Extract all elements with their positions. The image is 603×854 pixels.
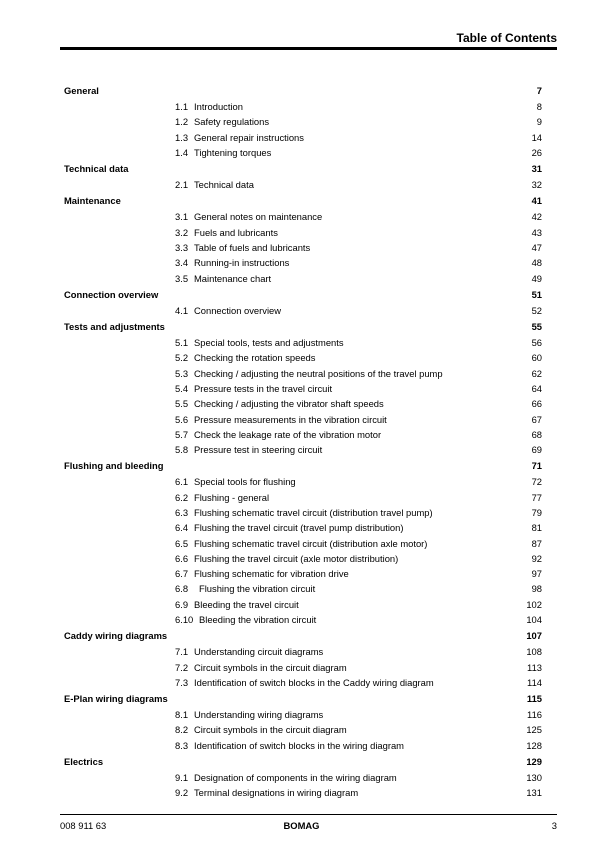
toc-entry[interactable] <box>64 646 542 658</box>
toc-entry[interactable] <box>64 257 542 269</box>
toc-page-number: 102 <box>526 598 542 610</box>
toc-entry[interactable] <box>64 568 542 580</box>
toc-page-number: 52 <box>531 304 542 316</box>
toc-section-title: Connection overview <box>64 288 159 300</box>
toc-entry-title: Circuit symbols in the circuit diagram <box>194 724 347 736</box>
toc-entry-title: Table of fuels and lubricants <box>194 242 311 253</box>
toc-page-number: 42 <box>531 211 542 223</box>
toc-page-number: 131 <box>526 787 542 799</box>
toc-entry[interactable] <box>64 507 542 519</box>
toc-page-number: 56 <box>531 337 542 348</box>
toc-entry[interactable] <box>64 132 542 144</box>
toc-entry-number: 5.7 <box>175 428 189 440</box>
toc-entry[interactable] <box>64 553 542 565</box>
toc-page-number: 47 <box>531 242 542 253</box>
toc-entry-title: General repair instructions <box>194 131 304 143</box>
toc-section-title: Caddy wiring diagrams <box>64 630 168 642</box>
toc-entry-title: Check the leakage rate of the vibration motor <box>194 428 382 440</box>
toc-entry[interactable] <box>64 414 542 426</box>
toc-entry-number: 5.4 <box>175 382 189 394</box>
toc-entry-number: 2.1 <box>175 179 189 191</box>
toc-section[interactable] <box>64 630 542 642</box>
toc-entry[interactable] <box>64 337 542 349</box>
toc-entry-title: Connection overview <box>194 304 282 316</box>
toc-entry-title: Pressure test in steering circuit <box>194 444 323 456</box>
toc-page-number: 87 <box>531 537 542 549</box>
toc-page-number: 114 <box>527 676 542 688</box>
toc-entry-number: 5.6 <box>175 413 189 425</box>
toc-entry-title: Bleeding the travel circuit <box>194 598 299 610</box>
toc-entry-title: Running-in instructions <box>194 257 290 269</box>
toc-entry-title: Flushing schematic travel circuit (distribution travel pump) <box>194 506 433 518</box>
toc-page-number: 60 <box>531 352 542 364</box>
toc-page-number: 49 <box>531 272 542 284</box>
toc-entry-title: Tightening torques <box>194 147 272 158</box>
toc-entry[interactable] <box>64 599 542 611</box>
toc-page-number: 77 <box>531 491 542 503</box>
toc-entry[interactable] <box>64 772 542 784</box>
toc-page-number: 64 <box>531 382 542 394</box>
toc-entry-title: Terminal designations in wiring diagram <box>194 787 359 799</box>
toc-page-number: 7 <box>536 85 542 96</box>
toc-entry[interactable] <box>64 305 542 317</box>
toc-section-title: Technical data <box>64 163 129 175</box>
toc-entry-number: 6.6 <box>175 552 189 564</box>
toc-entry-number: 9.1 <box>175 771 189 783</box>
toc-section[interactable] <box>64 163 542 175</box>
toc-page-number: 128 <box>526 739 542 751</box>
toc-entry-number: 5.2 <box>175 352 189 364</box>
toc-entry[interactable] <box>64 787 542 799</box>
toc-section-title: General <box>64 85 99 96</box>
toc-page-number: 113 <box>527 661 542 673</box>
toc-page-number: 81 <box>531 522 542 534</box>
toc-entry-number: 5.1 <box>175 337 189 348</box>
toc-entry-number: 3.4 <box>175 257 189 269</box>
toc-entry-number: 1.4 <box>175 147 189 158</box>
toc-entry[interactable] <box>64 398 542 410</box>
footer-brand: BOMAG <box>283 820 320 831</box>
toc-entry-title: Understanding circuit diagrams <box>194 646 324 658</box>
toc-page-number: 51 <box>531 288 542 300</box>
toc-entry-number: 7.3 <box>175 676 189 688</box>
toc-entry-number: 8.2 <box>175 724 189 736</box>
toc-entry[interactable] <box>64 101 542 113</box>
toc-entry-number: 6.10 <box>175 614 194 625</box>
toc-page-number: 71 <box>531 460 542 472</box>
toc-entry-number: 6.5 <box>175 537 189 549</box>
toc-section[interactable] <box>64 85 542 97</box>
toc-section-title: E-Plan wiring diagrams <box>64 692 168 704</box>
toc-entry[interactable] <box>64 709 542 721</box>
toc-entry-title: Flushing the vibration circuit <box>199 583 316 595</box>
toc-page-number: 8 <box>536 101 542 113</box>
toc-page-number: 129 <box>526 755 542 767</box>
toc-entry-number: 4.1 <box>175 304 189 316</box>
toc-entry[interactable] <box>64 492 542 504</box>
toc-page-number: 41 <box>531 195 542 207</box>
toc-entry-number: 8.3 <box>175 739 189 751</box>
toc-entry-number: 1.3 <box>175 131 189 143</box>
toc-entry[interactable] <box>64 211 542 223</box>
toc-entry-title: Pressure measurements in the vibration circuit <box>194 413 387 425</box>
toc-entry-title: Flushing the travel circuit (axle motor distribution) <box>194 552 399 564</box>
toc-entry-number: 7.2 <box>175 661 189 673</box>
toc-page-number: 79 <box>531 506 542 518</box>
toc-entry-title: Bleeding the vibration circuit <box>199 614 317 625</box>
toc-entry[interactable] <box>64 179 542 191</box>
toc-section[interactable] <box>64 460 542 472</box>
toc-entry-number: 6.8 <box>175 583 189 595</box>
toc-entry-number: 5.8 <box>175 444 189 456</box>
toc-entry-number: 5.3 <box>175 367 189 379</box>
toc-page-number: 9 <box>536 116 542 128</box>
toc-entry-title: Special tools, tests and adjustments <box>194 337 344 348</box>
toc-entry[interactable] <box>64 116 542 128</box>
toc-section[interactable] <box>64 321 542 333</box>
toc-entry[interactable] <box>64 227 542 239</box>
footer-page-number: 3 <box>551 820 557 831</box>
toc-page-number: 108 <box>526 646 542 658</box>
toc-entry-number: 5.5 <box>175 398 189 410</box>
toc-entry-title: Identification of switch blocks in the wiring diagram <box>194 739 404 751</box>
toc-page-number: 62 <box>531 367 542 379</box>
toc-entry-title: Flushing - general <box>194 491 270 503</box>
toc-entry[interactable] <box>64 273 542 285</box>
toc-entry-number: 1.1 <box>175 101 189 113</box>
toc-section[interactable] <box>64 756 542 768</box>
toc-page-number: 72 <box>531 476 542 488</box>
toc-entry-title: Checking / adjusting the vibrator shaft speeds <box>194 398 384 410</box>
toc-entry[interactable] <box>64 476 542 488</box>
toc-entry[interactable] <box>64 677 542 689</box>
toc-page-number: 98 <box>531 583 542 595</box>
toc-entry[interactable] <box>64 522 542 534</box>
toc-entry-title: Flushing schematic for vibration drive <box>194 568 349 580</box>
toc-entry-title: Designation of components in the wiring diagram <box>194 771 397 783</box>
toc-entry[interactable] <box>64 614 542 626</box>
toc-entry-number: 6.4 <box>175 522 189 534</box>
toc-entry-title: Introduction <box>194 101 243 113</box>
toc-section[interactable] <box>64 289 542 301</box>
header-rule <box>60 47 557 50</box>
toc-entry-title: Understanding wiring diagrams <box>194 709 324 720</box>
toc-page-number: 92 <box>531 552 542 564</box>
page-title: Table of Contents <box>456 31 557 45</box>
toc-section-title: Flushing and bleeding <box>64 460 164 472</box>
toc-entry[interactable] <box>64 444 542 456</box>
toc-page-number: 125 <box>526 724 542 736</box>
toc-page-number: 31 <box>531 163 542 175</box>
toc-page-number: 67 <box>531 413 542 425</box>
toc-entry-title: Special tools for flushing <box>194 476 296 488</box>
toc-entry-number: 6.1 <box>175 476 189 488</box>
toc-page-number: 32 <box>531 179 542 191</box>
toc-entry[interactable] <box>64 242 542 254</box>
toc-entry[interactable] <box>64 740 542 752</box>
toc-entry-title: Flushing the travel circuit (travel pump distribution) <box>194 522 404 534</box>
toc-entry-number: 8.1 <box>175 709 189 720</box>
toc-page-number: 68 <box>531 428 542 440</box>
toc-entry-number: 1.2 <box>175 116 189 128</box>
toc-entry-title: Circuit symbols in the circuit diagram <box>194 661 347 673</box>
toc-entry[interactable] <box>64 538 542 550</box>
toc-page-number: 107 <box>526 630 542 642</box>
toc-entry-title: General notes on maintenance <box>194 211 323 223</box>
toc-entry-number: 3.5 <box>175 272 189 284</box>
toc-page-number: 69 <box>531 444 542 456</box>
toc-entry-title: Checking / adjusting the neutral positions of the travel pump <box>194 367 443 379</box>
toc-page-number: 66 <box>531 398 542 410</box>
toc-entry[interactable] <box>64 352 542 364</box>
toc-section[interactable] <box>64 693 542 705</box>
footer-rule <box>60 814 557 815</box>
toc-entry[interactable] <box>64 147 542 159</box>
toc-entry-number: 6.9 <box>175 598 189 610</box>
toc-entry-title: Technical data <box>194 179 254 191</box>
toc-section-title: Electrics <box>64 755 104 767</box>
toc-page-number: 48 <box>531 257 542 269</box>
toc-entry-title: Maintenance chart <box>194 272 272 284</box>
toc-entry-title: Pressure tests in the travel circuit <box>194 382 333 394</box>
toc-page-number: 116 <box>527 709 542 720</box>
toc-page-number: 97 <box>531 568 542 580</box>
toc-entry-number: 3.3 <box>175 242 189 253</box>
toc-entry-title: Safety regulations <box>194 116 270 128</box>
toc-entry-number: 3.2 <box>175 226 189 238</box>
toc-entry[interactable] <box>64 368 542 380</box>
toc-entry[interactable] <box>64 429 542 441</box>
toc-page-number: 43 <box>531 226 542 238</box>
toc-page-number: 104 <box>526 614 542 625</box>
toc-page-number: 55 <box>531 320 542 332</box>
toc-section[interactable] <box>64 195 542 207</box>
toc-entry[interactable] <box>64 383 542 395</box>
toc-page-number: 115 <box>526 692 542 704</box>
toc-entry-number: 6.2 <box>175 491 189 503</box>
toc-entry-title: Fuels and lubricants <box>194 226 278 238</box>
toc-entry-number: 6.3 <box>175 506 189 518</box>
toc-entry[interactable] <box>64 662 542 674</box>
footer-doc-number: 008 911 63 <box>60 820 107 831</box>
toc-section-title: Tests and adjustments <box>64 320 165 332</box>
toc-entry-number: 9.2 <box>175 787 189 799</box>
toc-entry-number: 7.1 <box>175 646 189 658</box>
toc-entry-number: 6.7 <box>175 568 189 580</box>
toc-entry[interactable] <box>64 583 542 595</box>
toc-entry-number: 3.1 <box>175 211 189 223</box>
toc-page-number: 26 <box>531 147 542 158</box>
toc-entry-title: Flushing schematic travel circuit (distribution axle motor) <box>194 537 428 549</box>
toc-page-number: 130 <box>526 771 542 783</box>
toc-entry[interactable] <box>64 724 542 736</box>
toc-section-title: Maintenance <box>64 195 121 207</box>
toc-entry-title: Identification of switch blocks in the Caddy wiring diagram <box>194 676 434 688</box>
toc-page-number: 14 <box>531 131 542 143</box>
toc-entry-title: Checking the rotation speeds <box>194 352 316 364</box>
